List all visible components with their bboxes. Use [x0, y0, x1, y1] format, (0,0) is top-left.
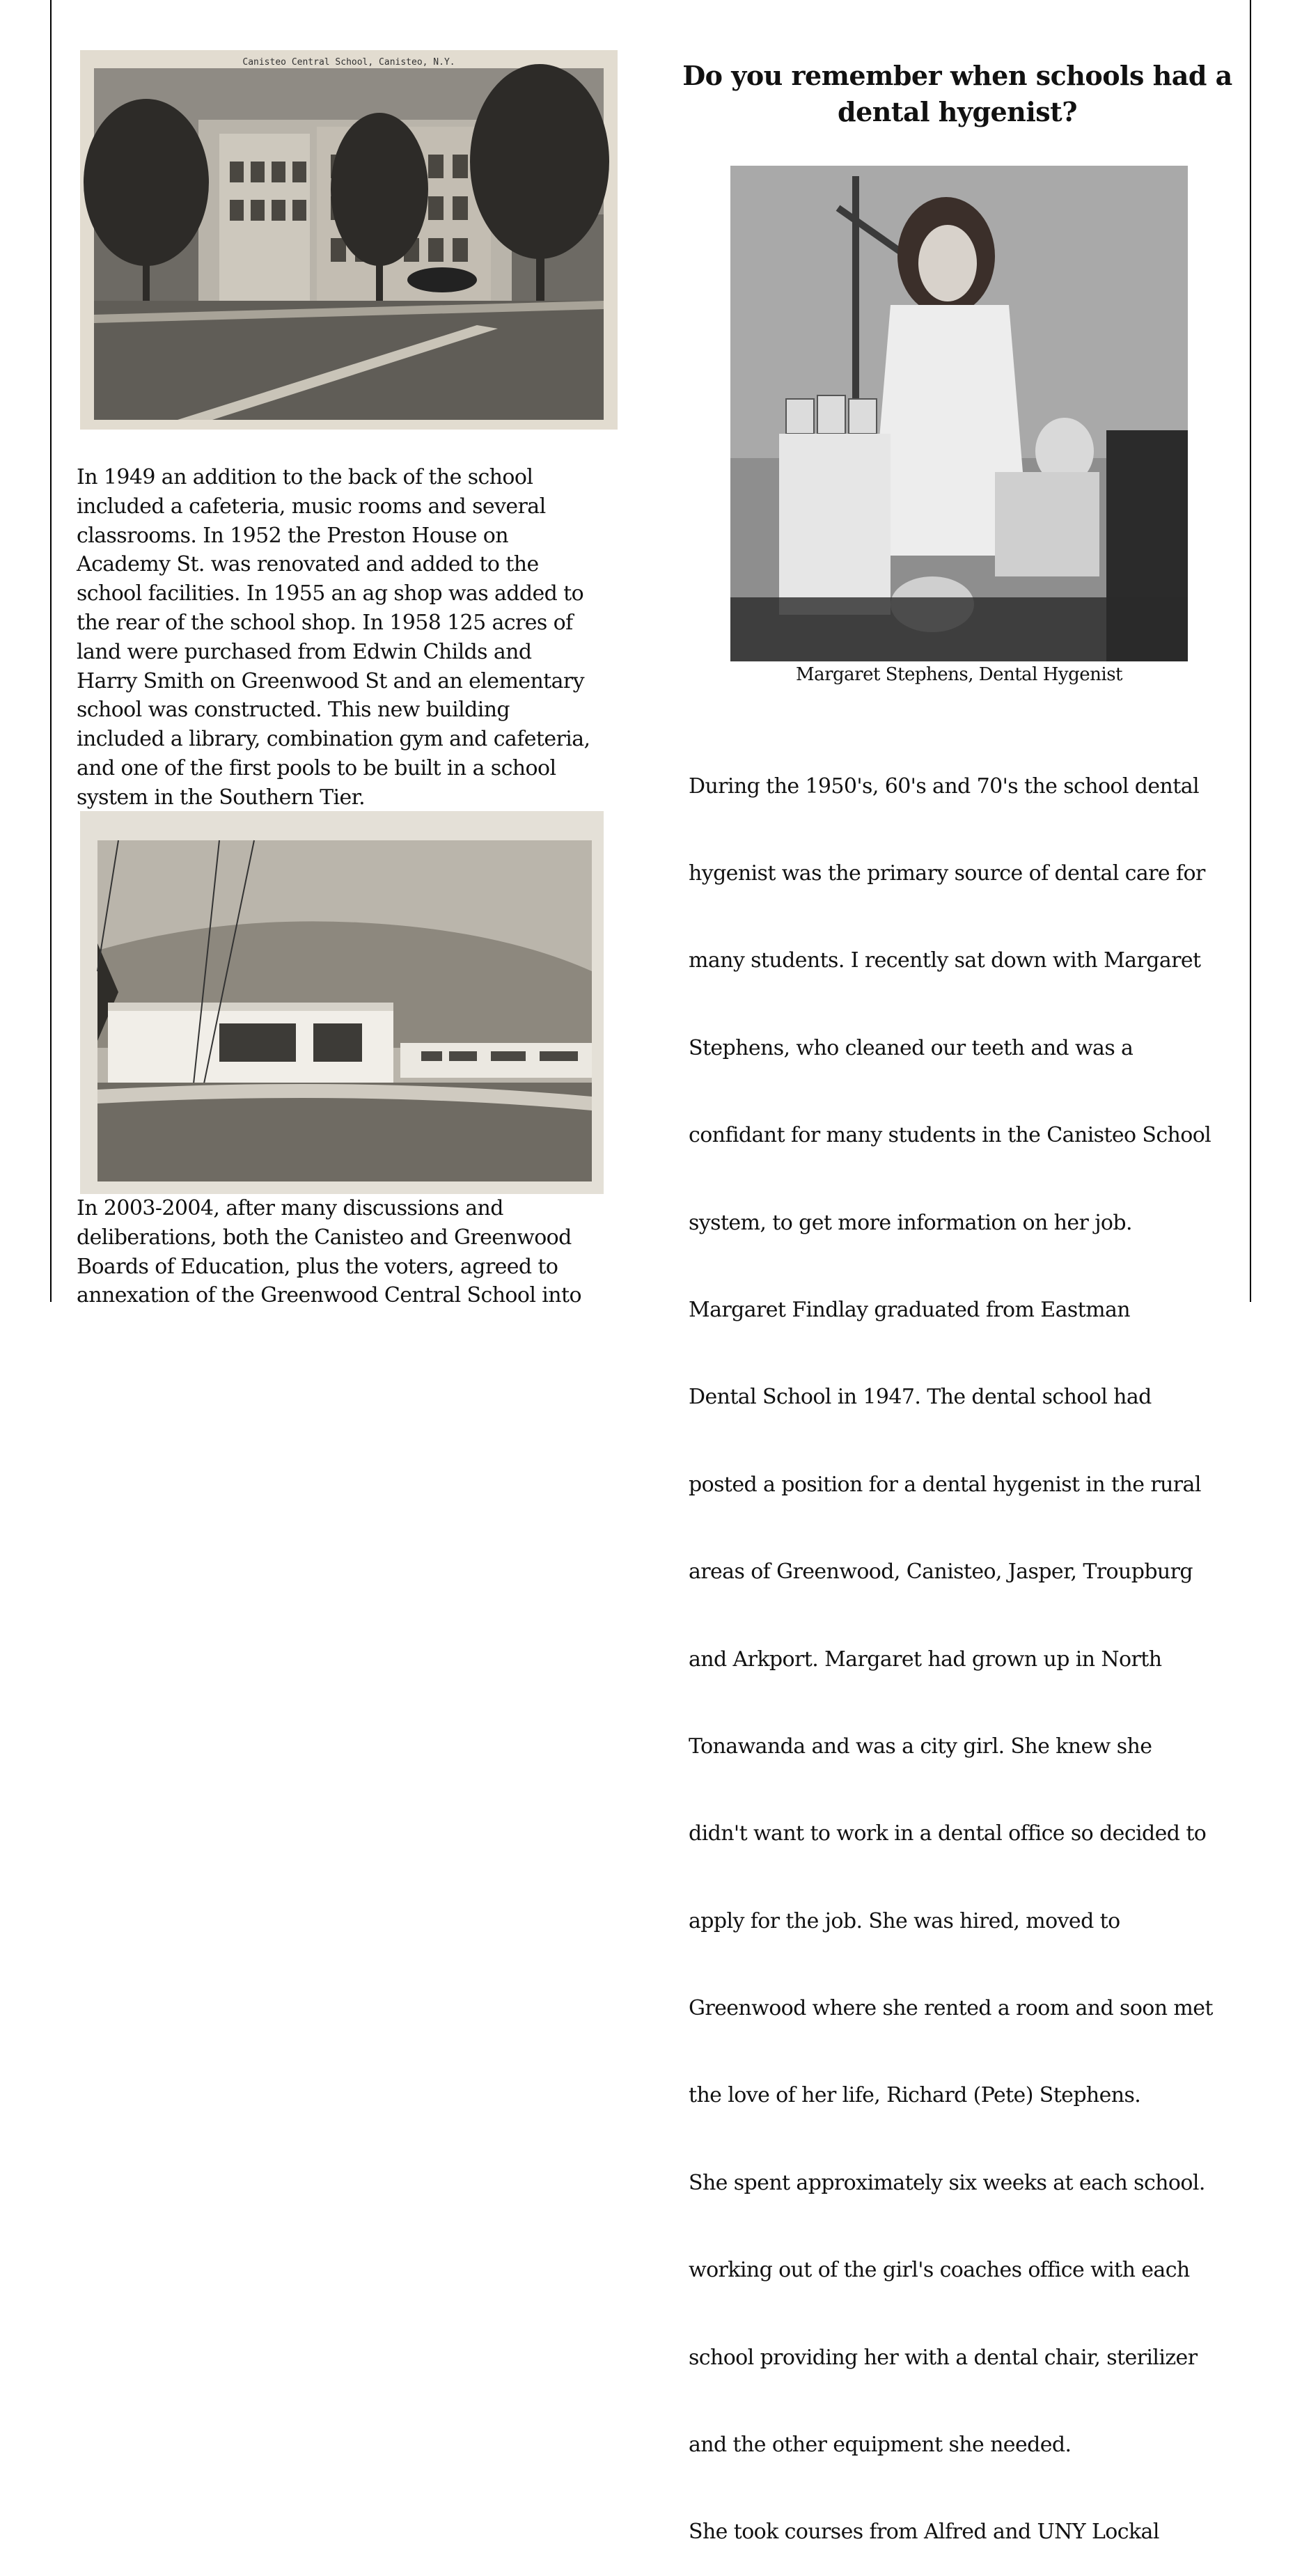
text-line: deliberations, both the Canisteo and Greenwood: [77, 1225, 572, 1250]
article-headline: [668, 58, 1246, 130]
text-line: posted a position for a dental hygenist in the rural: [689, 1472, 1201, 1497]
text-line: She took courses from Alfred and UNY Lockal: [689, 2520, 1159, 2545]
text-line: Margaret Findlay graduated from Eastman: [689, 1297, 1130, 1322]
text-line: Tonawanda and was a city girl. She knew she: [689, 1734, 1152, 1759]
right-column-body: [689, 714, 1232, 2576]
left-paragraph-2: [77, 1194, 606, 1310]
text-line: school providing her with a dental chair, sterilizer: [689, 2345, 1198, 2370]
headline-line: Do you remember when schools had a: [682, 60, 1232, 91]
text-line: She spent approximately six weeks at each school.: [689, 2170, 1205, 2195]
left-paragraph-1: [77, 463, 606, 812]
text-line: In 2003-2004, after many discussions and: [77, 1196, 503, 1220]
school-building-illustration: [80, 50, 618, 430]
text-line: Greenwood where she rented a room and soon met: [689, 1996, 1213, 2021]
school-photo-caption: Canisteo Central School, Canisteo, N.Y.: [242, 57, 455, 68]
text-line: land were purchased from Edwin Childs and: [77, 639, 532, 664]
text-line: included a library, combination gym and cafeteria,: [77, 727, 590, 752]
text-line: During the 1950's, 60's and 70's the school dental: [689, 773, 1200, 799]
text-line: apply for the job. She was hired, moved to: [689, 1908, 1120, 1933]
page-border-left: [50, 0, 52, 1302]
text-line: hygenist was the primary source of dental care for: [689, 861, 1205, 886]
text-line: classrooms. In 1952 the Preston House on: [77, 523, 508, 548]
text-line: and one of the first pools to be built in a school: [77, 755, 556, 780]
text-line: Stephens, who cleaned our teeth and was a: [689, 1035, 1134, 1060]
text-line: annexation of the Greenwood Central School into: [77, 1283, 581, 1308]
text-line: school was constructed. This new building: [77, 698, 510, 723]
text-line: the rear of the school shop. In 1958 125 acres of: [77, 610, 573, 635]
text-line: Harry Smith on Greenwood St and an elementary: [77, 668, 585, 693]
text-line: Boards of Education, plus the voters, agreed to: [77, 1254, 558, 1279]
text-line: many students. I recently sat down with Margaret: [689, 948, 1201, 973]
headline-line: dental hygenist?: [838, 96, 1077, 127]
school-building-photo: [80, 50, 618, 430]
text-line: Dental School in 1947. The dental school had: [689, 1385, 1152, 1410]
text-line: confidant for many students in the Canisteo School: [689, 1123, 1211, 1148]
text-line: areas of Greenwood, Canisteo, Jasper, Troupburg: [689, 1560, 1193, 1585]
text-line: system in the Southern Tier.: [77, 785, 366, 810]
dental-hygienist-illustration: [730, 166, 1188, 661]
text-line: system, to get more information on her job.: [689, 1210, 1132, 1235]
text-line: included a cafeteria, music rooms and several: [77, 494, 546, 519]
text-line: working out of the girl's coaches office with each: [689, 2258, 1190, 2283]
text-line: didn't want to work in a dental office so decided to: [689, 1821, 1207, 1846]
text-line: In 1949 an addition to the back of the school: [77, 465, 533, 489]
text-line: Academy St. was renovated and added to the: [77, 552, 539, 577]
text-line: the love of her life, Richard (Pete) Stephens.: [689, 2083, 1141, 2108]
elementary-school-photo: [80, 811, 604, 1194]
dental-photo-caption: Margaret Stephens, Dental Hygenist: [795, 664, 1122, 685]
text-line: and the other equipment she needed.: [689, 2433, 1072, 2458]
page-border-right: [1250, 0, 1251, 1302]
dental-hygienist-photo: [730, 166, 1188, 661]
text-line: and Arkport. Margaret had grown up in North: [689, 1647, 1162, 1672]
elementary-school-illustration: [80, 811, 604, 1194]
text-line: school facilities. In 1955 an ag shop was added to: [77, 581, 584, 606]
